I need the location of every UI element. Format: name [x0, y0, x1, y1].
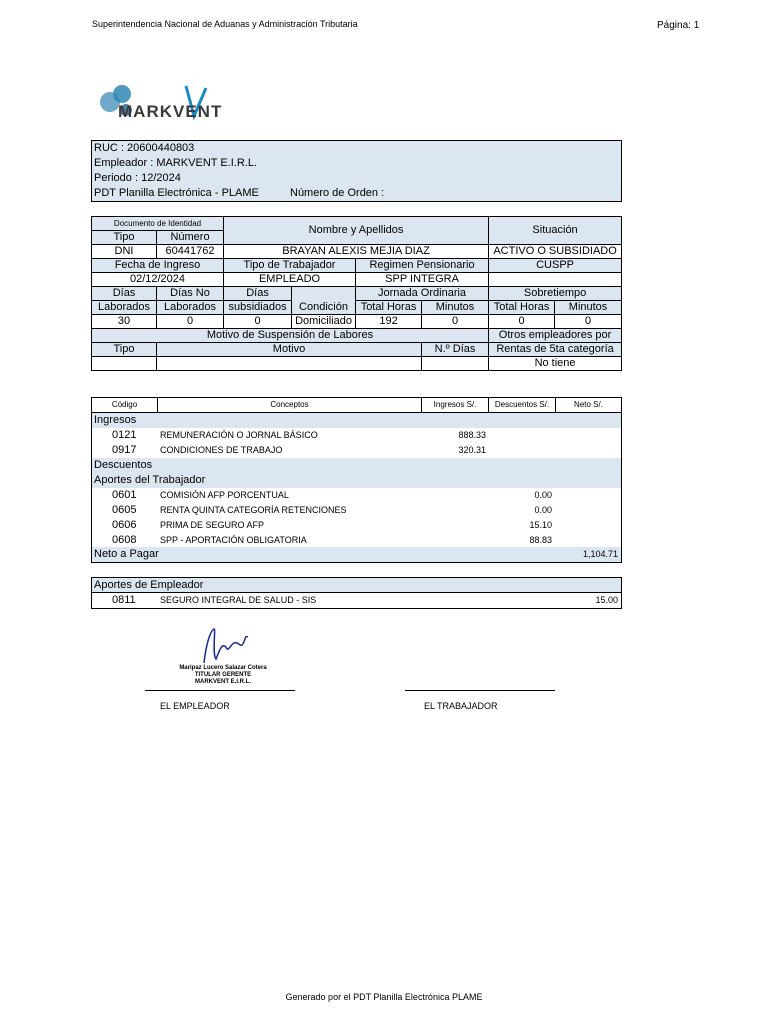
- suspension-header: Motivo de Suspensión de Labores: [92, 329, 489, 343]
- concept-name: COMISIÓN AFP PORCENTUAL: [160, 490, 289, 500]
- signer-company: MARKVENT E.I.R.L.: [194, 679, 251, 685]
- doc-type: DNI: [92, 245, 157, 259]
- concept-amount: 0.00: [534, 505, 552, 515]
- doc-type-label: Tipo: [92, 231, 157, 245]
- worker-table: [91, 216, 622, 371]
- pension-regime: SPP INTEGRA: [356, 273, 489, 287]
- employer-contrib-header: [92, 578, 621, 593]
- col-code: Código: [92, 398, 158, 412]
- concept-name: CONDICIONES DE TRABAJO: [160, 445, 283, 455]
- overtime-hours: 0: [489, 315, 555, 329]
- col-concepts: Conceptos: [158, 398, 422, 412]
- worker-type: EMPLEADO: [224, 273, 356, 287]
- concepts-box: [91, 397, 622, 563]
- worker-signature-line: [405, 690, 555, 691]
- condition: Domiciliado: [292, 315, 356, 329]
- income-label: Ingresos: [94, 414, 137, 426]
- worker-contrib-label: Aportes del Trabajador: [94, 474, 206, 486]
- suspension-type-label: Tipo: [92, 343, 157, 357]
- concept-amount: 88.83: [529, 535, 552, 545]
- table-row: [92, 488, 621, 503]
- concept-code: 0917: [112, 444, 137, 456]
- net-pay-label: Neto a Pagar: [94, 548, 159, 560]
- concept-amount: 15.10: [529, 520, 552, 530]
- regular-minutes-label: Minutos: [422, 301, 489, 315]
- concept-amount: 15.00: [595, 595, 618, 605]
- net-pay-value: 1,104.71: [582, 549, 618, 559]
- order-number: Número de Orden :: [290, 187, 385, 199]
- employer-name: Empleador : MARKVENT E.I.R.L.: [94, 157, 258, 169]
- doc-number: 60441762: [157, 245, 224, 259]
- days-subsidized-label-2: subsidiados: [224, 301, 292, 315]
- employer-sign-label: EL EMPLEADOR: [160, 701, 230, 711]
- concept-name: RENTA QUINTA CATEGORÍA RETENCIONES: [160, 505, 347, 515]
- overtime-label: Sobretiempo: [489, 287, 622, 301]
- suspension-days-label: N.º Días: [422, 343, 489, 357]
- net-pay-row: [92, 547, 621, 562]
- entry-date: 02/12/2024: [92, 273, 224, 287]
- days-not-worked-label-2: Laborados: [157, 301, 224, 315]
- other-employers-label-1: Otros empleadores por: [489, 329, 622, 343]
- employer-contrib-box: [91, 577, 622, 609]
- page-number: Página: 1: [657, 20, 700, 31]
- signature-stamp: [178, 665, 268, 686]
- concept-code: 0605: [112, 504, 137, 516]
- concept-name: PRIMA DE SEGURO AFP: [160, 520, 265, 530]
- logo-text: MARKVENT: [118, 102, 223, 121]
- overtime-minutes: 0: [555, 315, 622, 329]
- table-row: [92, 593, 621, 608]
- table-row: [92, 503, 621, 518]
- concept-code: 0608: [112, 534, 137, 546]
- company-info-box: [91, 140, 622, 202]
- col-income: Ingresos S/.: [422, 398, 489, 412]
- regular-hours: 192: [356, 315, 422, 329]
- income-section: [92, 413, 621, 428]
- suspension-days: [422, 357, 489, 371]
- employer-signature-line: [145, 690, 295, 691]
- table-row: [92, 533, 621, 548]
- discounts-section: [92, 458, 621, 473]
- other-employers: No tiene: [489, 357, 622, 371]
- days-not-worked: 0: [157, 315, 224, 329]
- days-worked: 30: [92, 315, 157, 329]
- days-subsidized: 0: [224, 315, 292, 329]
- concept-name: SEGURO INTEGRAL DE SALUD - SIS: [160, 595, 317, 605]
- col-discounts: Descuentos S/.: [489, 398, 556, 412]
- entry-date-label: Fecha de Ingreso: [92, 259, 224, 273]
- period: Periodo : 12/2024: [94, 172, 181, 184]
- signer-name: Maripaz Lucero Salazar Cotera: [179, 665, 267, 671]
- other-employers-label-2: Rentas de 5ta categoría: [489, 343, 622, 357]
- concepts-header: [92, 398, 621, 413]
- concept-code: 0601: [112, 489, 137, 501]
- concept-amount: 888.33: [458, 430, 486, 440]
- regular-total-hours-label: Total Horas: [356, 301, 422, 315]
- suspension-type: [92, 357, 157, 371]
- worker-type-label: Tipo de Trabajador: [224, 259, 356, 273]
- days-worked-label-1: Días: [92, 287, 157, 301]
- cuspp: [489, 273, 622, 287]
- condition-label: Condición: [292, 287, 356, 315]
- situation: ACTIVO O SUBSIDIADO: [489, 245, 622, 259]
- discounts-label: Descuentos: [94, 459, 153, 471]
- doc-id-header: Documento de Identidad: [92, 217, 224, 231]
- overtime-total-hours-label: Total Horas: [489, 301, 555, 315]
- concept-amount: 320.31: [458, 445, 486, 455]
- suspension-reason-label: Motivo: [157, 343, 422, 357]
- name-label: Nombre y Apellidos: [224, 217, 489, 245]
- employer-contrib-label: Aportes de Empleador: [94, 579, 204, 591]
- days-subsidized-label-1: Días: [224, 287, 292, 301]
- col-net: Neto S/.: [574, 400, 603, 409]
- signer-title: TITULAR GERENTE: [194, 672, 252, 678]
- cuspp-label: CUSPP: [489, 259, 622, 273]
- concept-name: REMUNERACIÓN O JORNAL BÁSICO: [160, 430, 318, 440]
- footer-text: Generado por el PDT Planilla Electrónica PLAME: [285, 992, 483, 1002]
- table-row: [92, 443, 621, 458]
- regular-hours-label: Jornada Ordinaria: [356, 287, 489, 301]
- table-row: [92, 518, 621, 533]
- worker-sign-label: EL TRABAJADOR: [424, 701, 498, 711]
- overtime-minutes-label: Minutos: [555, 301, 622, 315]
- days-not-worked-label-1: Días No: [157, 287, 224, 301]
- concept-name: SPP - APORTACIÓN OBLIGATORIA: [160, 535, 307, 545]
- concept-code: 0811: [112, 594, 136, 606]
- concept-code: 0606: [112, 519, 137, 531]
- situation-label: Situación: [489, 217, 622, 245]
- pdt-name: PDT Planilla Electrónica - PLAME: [94, 187, 259, 199]
- concept-code: 0121: [112, 429, 137, 441]
- agency-name: Superintendencia Nacional de Aduanas y Administración Tributaria: [92, 19, 358, 29]
- worker-contrib-section: [92, 473, 621, 488]
- worker-name: BRAYAN ALEXIS MEJIA DIAZ: [224, 245, 489, 259]
- suspension-reason: [157, 357, 422, 371]
- signature-scribble: [196, 625, 256, 669]
- company-logo: [96, 82, 236, 126]
- regular-minutes: 0: [422, 315, 489, 329]
- concept-amount: 0.00: [534, 490, 552, 500]
- days-worked-label-2: Laborados: [92, 301, 157, 315]
- pension-label: Regimen Pensionario: [356, 259, 489, 273]
- ruc: RUC : 20600440803: [94, 142, 195, 154]
- table-row: [92, 428, 621, 443]
- doc-number-label: Número: [157, 231, 224, 245]
